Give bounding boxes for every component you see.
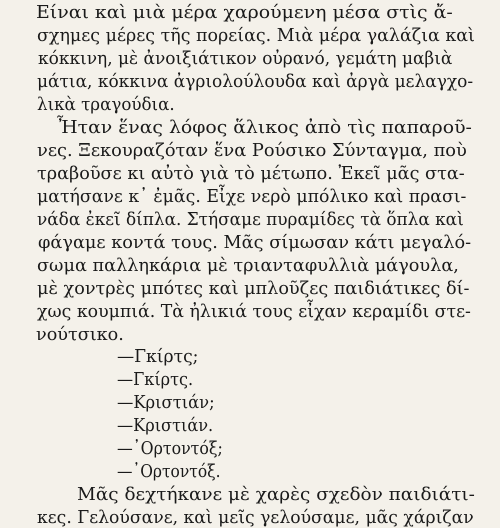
text-line: λικὰ τραγούδια.: [37, 94, 175, 115]
text-line: κόκκινη, μὲ ἀνοιξιάτικον οὐρανό, γεμάτη μαβιὰ: [38, 48, 453, 69]
text-line: νούτσικο.: [36, 324, 124, 345]
text-line: Είναι καὶ μιὰ μέρα χαρούμενη μέσα στὶς ἄ-: [36, 2, 453, 23]
text-line: —Κριστιάν.: [117, 415, 214, 436]
text-line: σωμα παλληκάρια μὲ τριανταφυλλιὰ μάγουλα,: [37, 255, 459, 276]
text-line: —Κριστιάν;: [117, 392, 215, 413]
text-line: χως κουμπιά. Τὰ ἠλικιά τους εἶχαν κεραμίδι στε-: [37, 301, 471, 322]
text-line: σχημες μέρες τῆς πορείας. Μιὰ μέρα γαλάζια καὶ: [37, 25, 475, 46]
text-line: νες. Ξεκουραζόταν ἕνα Ρούσικο Σύνταγμα, ποὺ: [37, 140, 467, 161]
text-line: μὲ χοντρὲς μπότες καὶ μπλοῦζες παιδιάτικες δί-: [37, 278, 470, 299]
text-line: Μᾶς δεχτήκανε μὲ χαρὲς σχεδὸν παιδιάτι-: [77, 484, 475, 505]
text-line: —Γκίρτς;: [117, 346, 199, 367]
text-line: φάγαμε κοντά τους. Μᾶς σίμωσαν κάτι μεγαλό-: [38, 232, 472, 253]
text-line: μάτια, κόκκινα ἀγριολούλουδα καὶ ἀργὰ μελαγχο-: [37, 71, 474, 92]
text-line: —Γκίρτς.: [117, 369, 194, 390]
text-line: Ἦταν ἕνας λόφος ἅλικος ἀπὸ τὶς παπαροῦ-: [57, 117, 472, 138]
text-line: νάδα ἐκεῖ δίπλα. Στήσαμε πυραμίδες τὰ ὅπλα καὶ: [37, 209, 464, 230]
text-line: κες. Γελούσανε, καὶ μεῖς γελούσαμε, μᾶς χάριζαν: [37, 507, 474, 528]
text-line: —᾿Ορτοντόξ.: [117, 461, 221, 482]
text-line: τραβοῦσε κι αὐτὸ γιὰ τὸ μέτωπο. Ἐκεῖ μᾶς στα-: [37, 163, 465, 184]
text-line: ματήσανε κ᾽ ἐμᾶς. Εἶχε νερὸ μπόλικο καὶ πρασι-: [37, 186, 467, 207]
text-line: —᾿Ορτοντόξ;: [117, 438, 223, 459]
